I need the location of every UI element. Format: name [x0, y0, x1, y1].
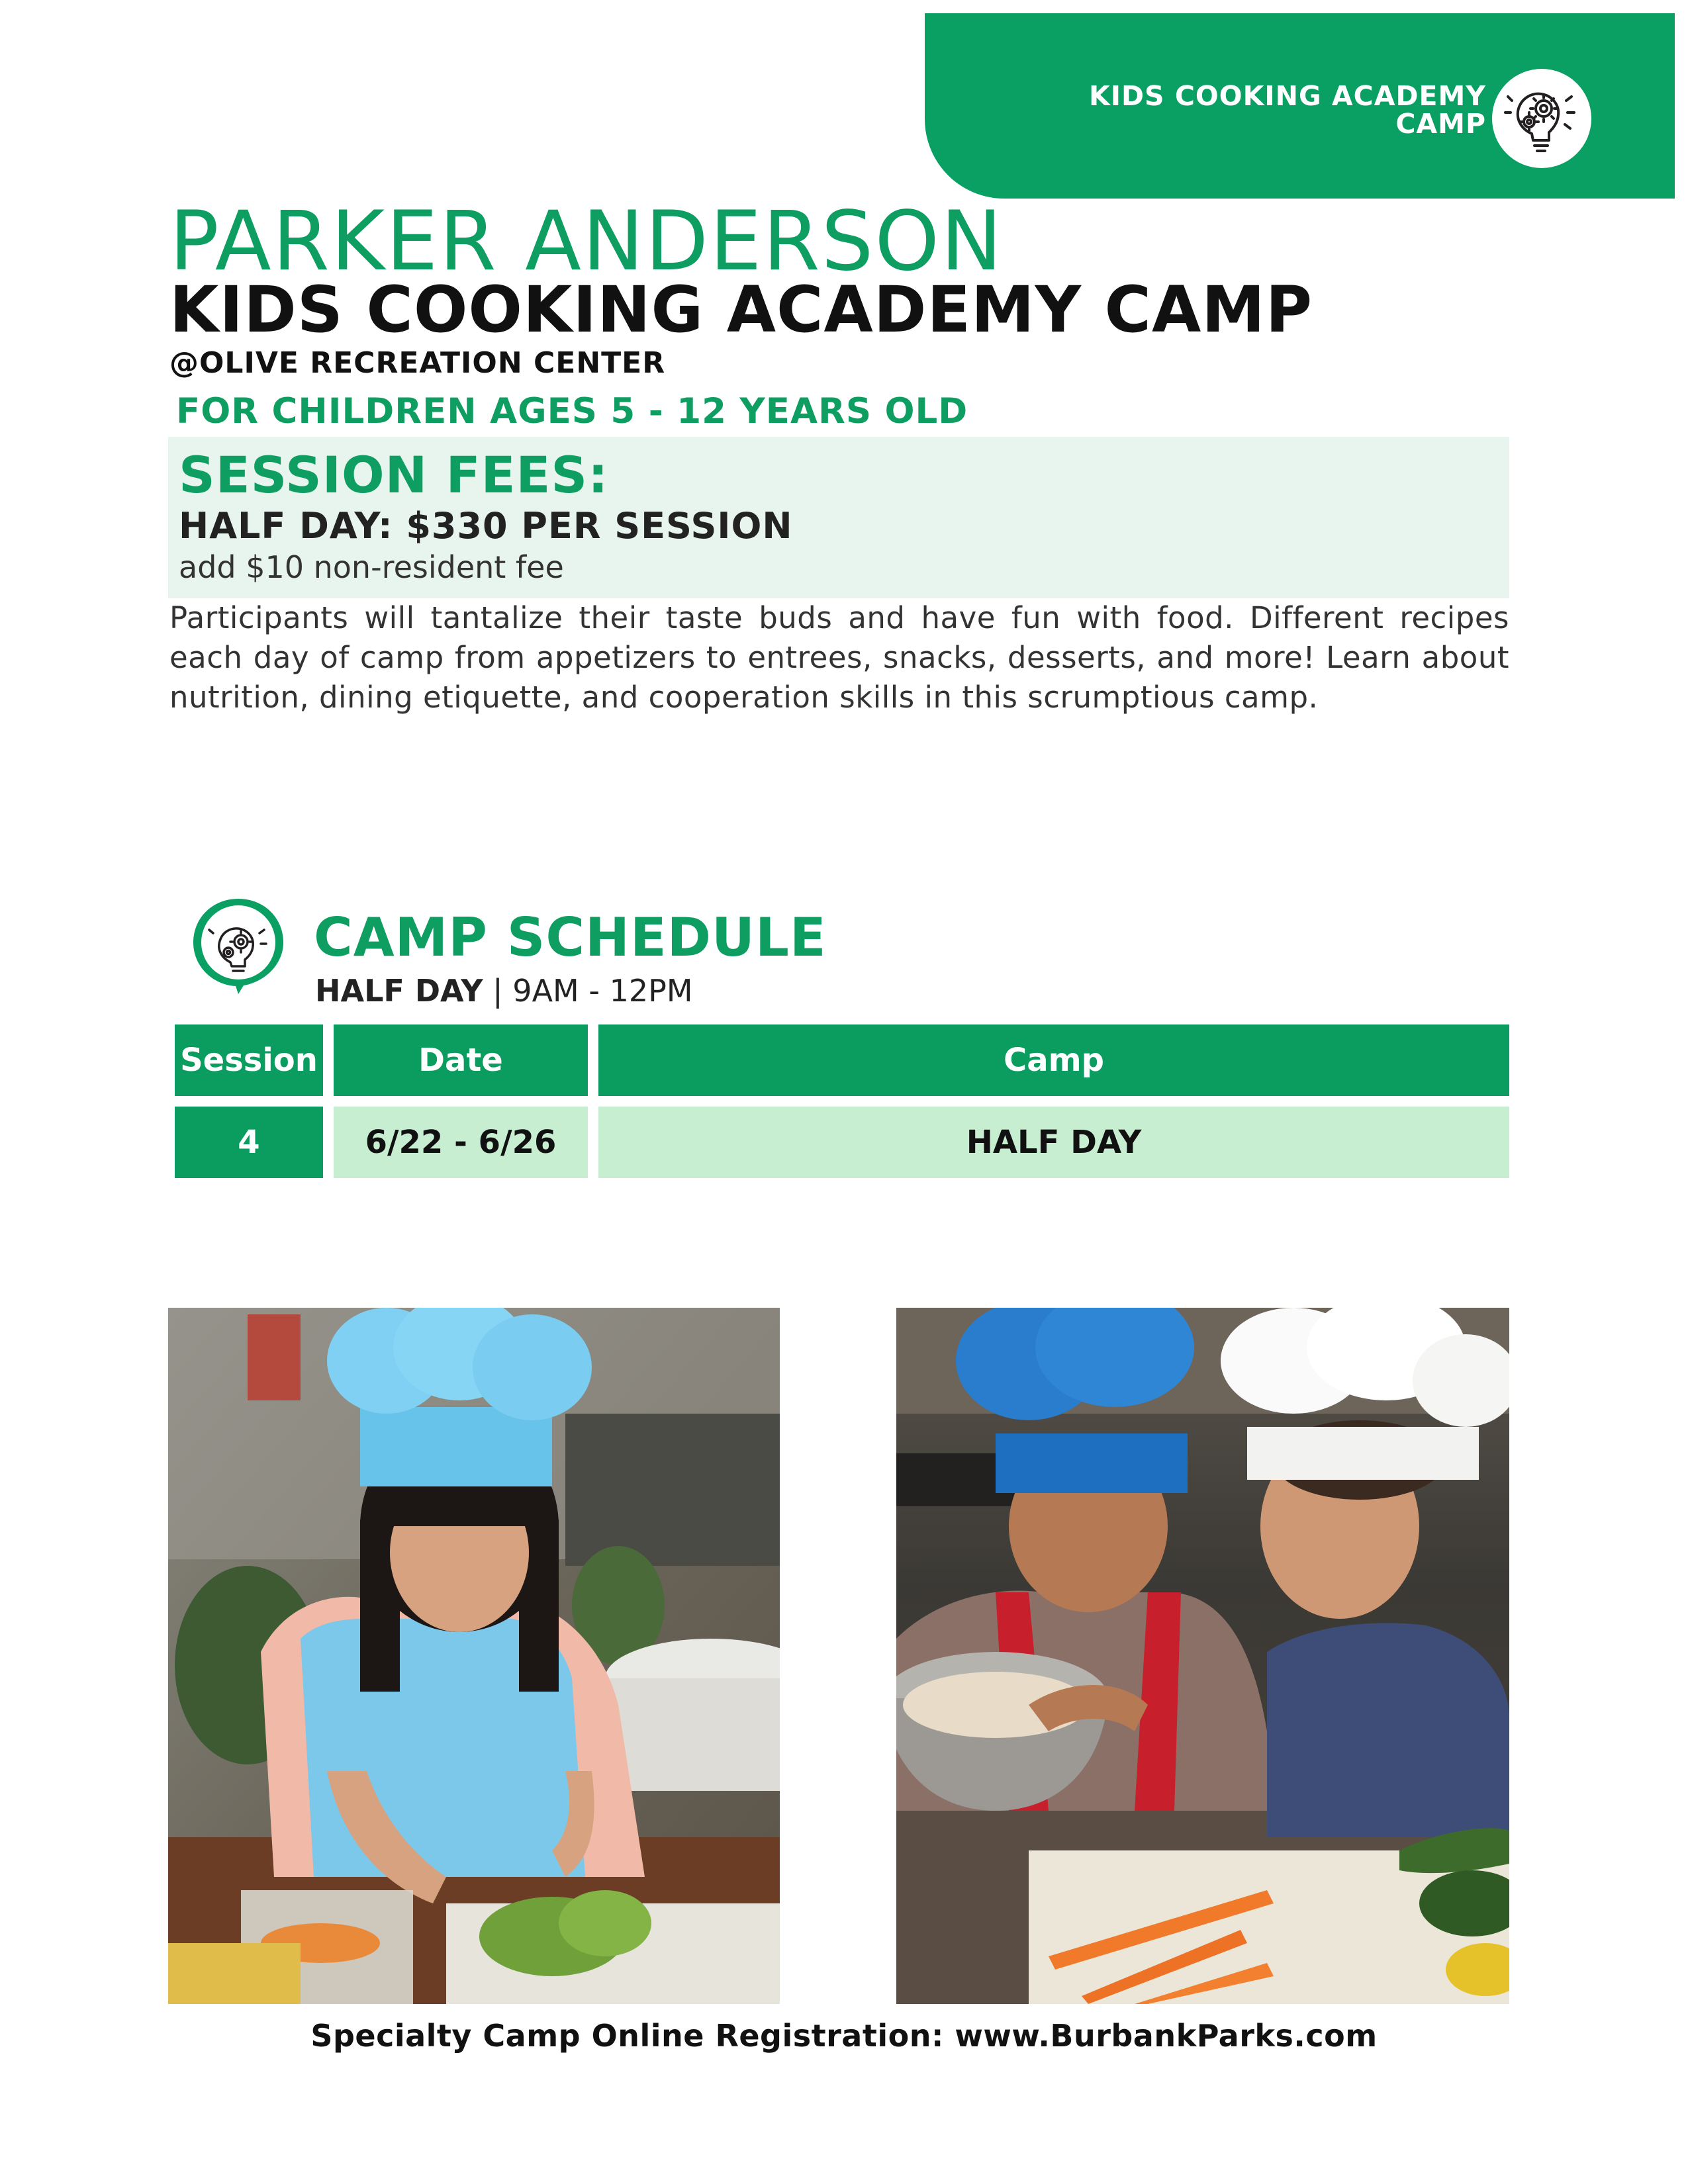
half-day-fee: HALF DAY: $330 PER SESSION: [179, 505, 793, 547]
session-fees-heading: SESSION FEES:: [179, 445, 609, 504]
lightbulb-gears-icon: [187, 893, 290, 997]
banner-title: [983, 82, 1486, 138]
table-header-camp: Camp: [598, 1024, 1509, 1096]
camper-name: PARKER ANDERSON: [169, 194, 1004, 289]
age-range: FOR CHILDREN AGES 5 - 12 YEARS OLD: [176, 391, 968, 432]
non-resident-fee-note: add $10 non-resident fee: [179, 549, 564, 585]
table-header-session: Session: [175, 1024, 323, 1096]
banner-title-line1: KIDS COOKING ACADEMY: [1088, 80, 1486, 112]
location: @OLIVE RECREATION CENTER: [169, 346, 666, 380]
camp-schedule-title: CAMP SCHEDULE: [314, 907, 827, 968]
registration-footer: Specialty Camp Online Registration: www.BurbankParks.com: [310, 2018, 1378, 2054]
table-cell-date: 6/22 - 6/26: [334, 1107, 588, 1178]
schedule-separator: |: [483, 973, 513, 1009]
schedule-hours: [315, 973, 693, 1009]
kids-chefs-mixing-bowl-photo: [896, 1308, 1509, 2004]
schedule-type: HALF DAY: [315, 973, 483, 1009]
table-cell-camp: HALF DAY: [598, 1107, 1509, 1178]
girl-chef-cutting-broccoli-photo: [168, 1308, 780, 2004]
table-cell-session: 4: [175, 1107, 323, 1178]
schedule-time: 9AM - 12PM: [512, 973, 693, 1009]
lightbulb-gears-icon: [1492, 69, 1591, 168]
camp-title: KIDS COOKING ACADEMY CAMP: [169, 273, 1313, 347]
banner-title-line2: CAMP: [1395, 108, 1486, 140]
table-header-date: Date: [334, 1024, 588, 1096]
camp-description: Participants will tantalize their taste buds and have fun with food. Different recipes each day of camp from appetizers to entrees, snacks, desserts, and more! Learn about nutrition, dining etiquette, and cooperation skills in this scrumptious camp.: [169, 600, 1509, 715]
